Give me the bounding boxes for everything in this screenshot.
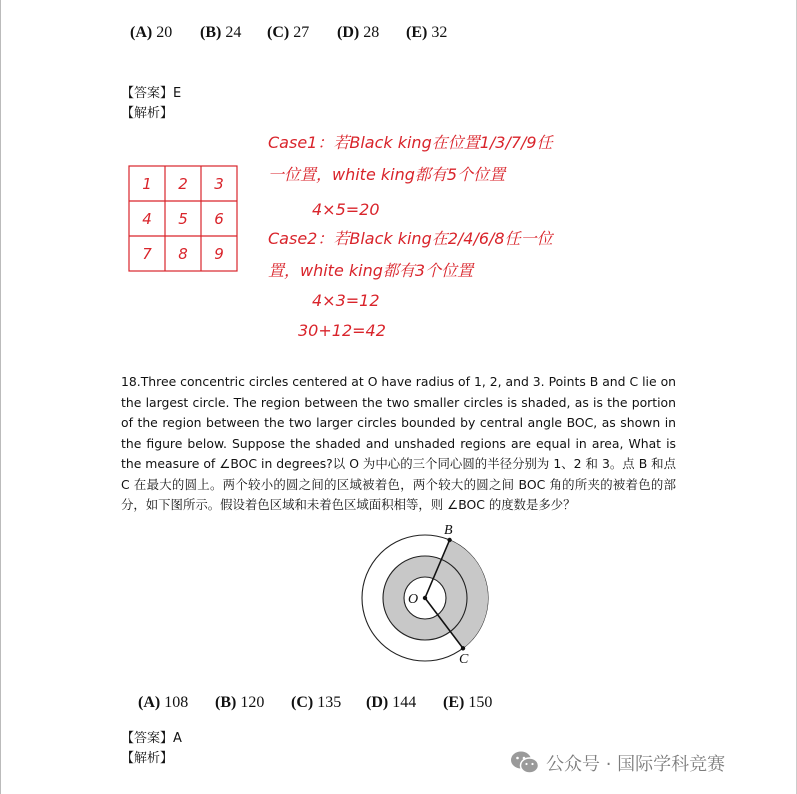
watermark-text: 公众号 · 国际学科竞赛 [546,754,726,775]
q18-choice-b: (B) 120 [215,694,265,711]
grid-cell: 9 [214,245,224,263]
grid-cell: 2 [178,175,188,193]
grid-cell: 1 [142,175,152,193]
q17-choice-a: (A) 20 [130,24,173,41]
label-b: B [444,523,453,538]
label-o: O [408,592,419,607]
q18-figure [355,520,495,668]
grid-cell: 5 [178,210,188,228]
point-b [447,538,451,542]
handwriting-line: 4×3=12 [312,291,380,310]
point-c [461,646,465,650]
q17-choice-b: (B) 24 [200,24,242,41]
q18-answer: 【答案】A [121,731,182,746]
handwriting-line: 置，white king都有3个位置 [268,261,474,280]
q17-choice-e: (E) 32 [406,24,448,41]
handwriting-line: 30+12=42 [298,321,386,340]
watermark [510,748,725,778]
q17-answer: 【答案】E [121,86,182,101]
q18-choice-e: (E) 150 [443,694,493,711]
q18-problem-text: 18.Three concentric circles centered at O have radius of 1, 2, and 3. Points B and C lie on the largest circle. The region between the two smaller circles is shaded, as is the portion of the region between the two larger circles bounded by central angle BOC, as shown in the figure below. Suppose the shaded and unshaded regions are equal in area, What is the measure of ∠BOC in degrees?以 O 为中心的三个同心圆的半径分别为 1、2 和 3。点 B 和点 C 在最大的圆上。两个较小的圆之间的区域被着色，两个较大的圆之间 BOC 角的所夹的被着色的部分，如下图所示。假设着色区域和未着色区域面积相等，则 ∠BOC 的度数是多少？ [121,374,676,512]
page-edge-left [0,0,1,794]
grid-cell: 4 [142,210,152,228]
label-c: C [459,652,469,667]
handwriting-line: Case2：若Black king在2/4/6/8任一位 [268,229,553,248]
handwriting-line: 4×5=20 [312,200,380,219]
q17-choice-d: (D) 28 [337,24,380,41]
grid-cell: 7 [142,245,152,263]
q18-choice-a: (A) 108 [138,694,189,711]
point-o [423,596,427,600]
handwriting-line: 一位置，white king都有5个位置 [268,165,506,184]
grid-cell: 8 [178,245,188,263]
grid-cell: 6 [214,210,224,228]
handwriting-line: Case1：若Black king在位置1/3/7/9任 [268,133,553,152]
q18-choice-d: (D) 144 [366,694,417,711]
q17-analysis: 【解析】 [121,106,174,121]
q17-choice-c: (C) 27 [267,24,310,41]
q17-solution-image [121,124,576,344]
wechat-icon [510,750,540,776]
q18-analysis: 【解析】 [121,751,174,766]
grid-cell: 3 [214,175,224,193]
q18-choice-c: (C) 135 [291,694,342,711]
